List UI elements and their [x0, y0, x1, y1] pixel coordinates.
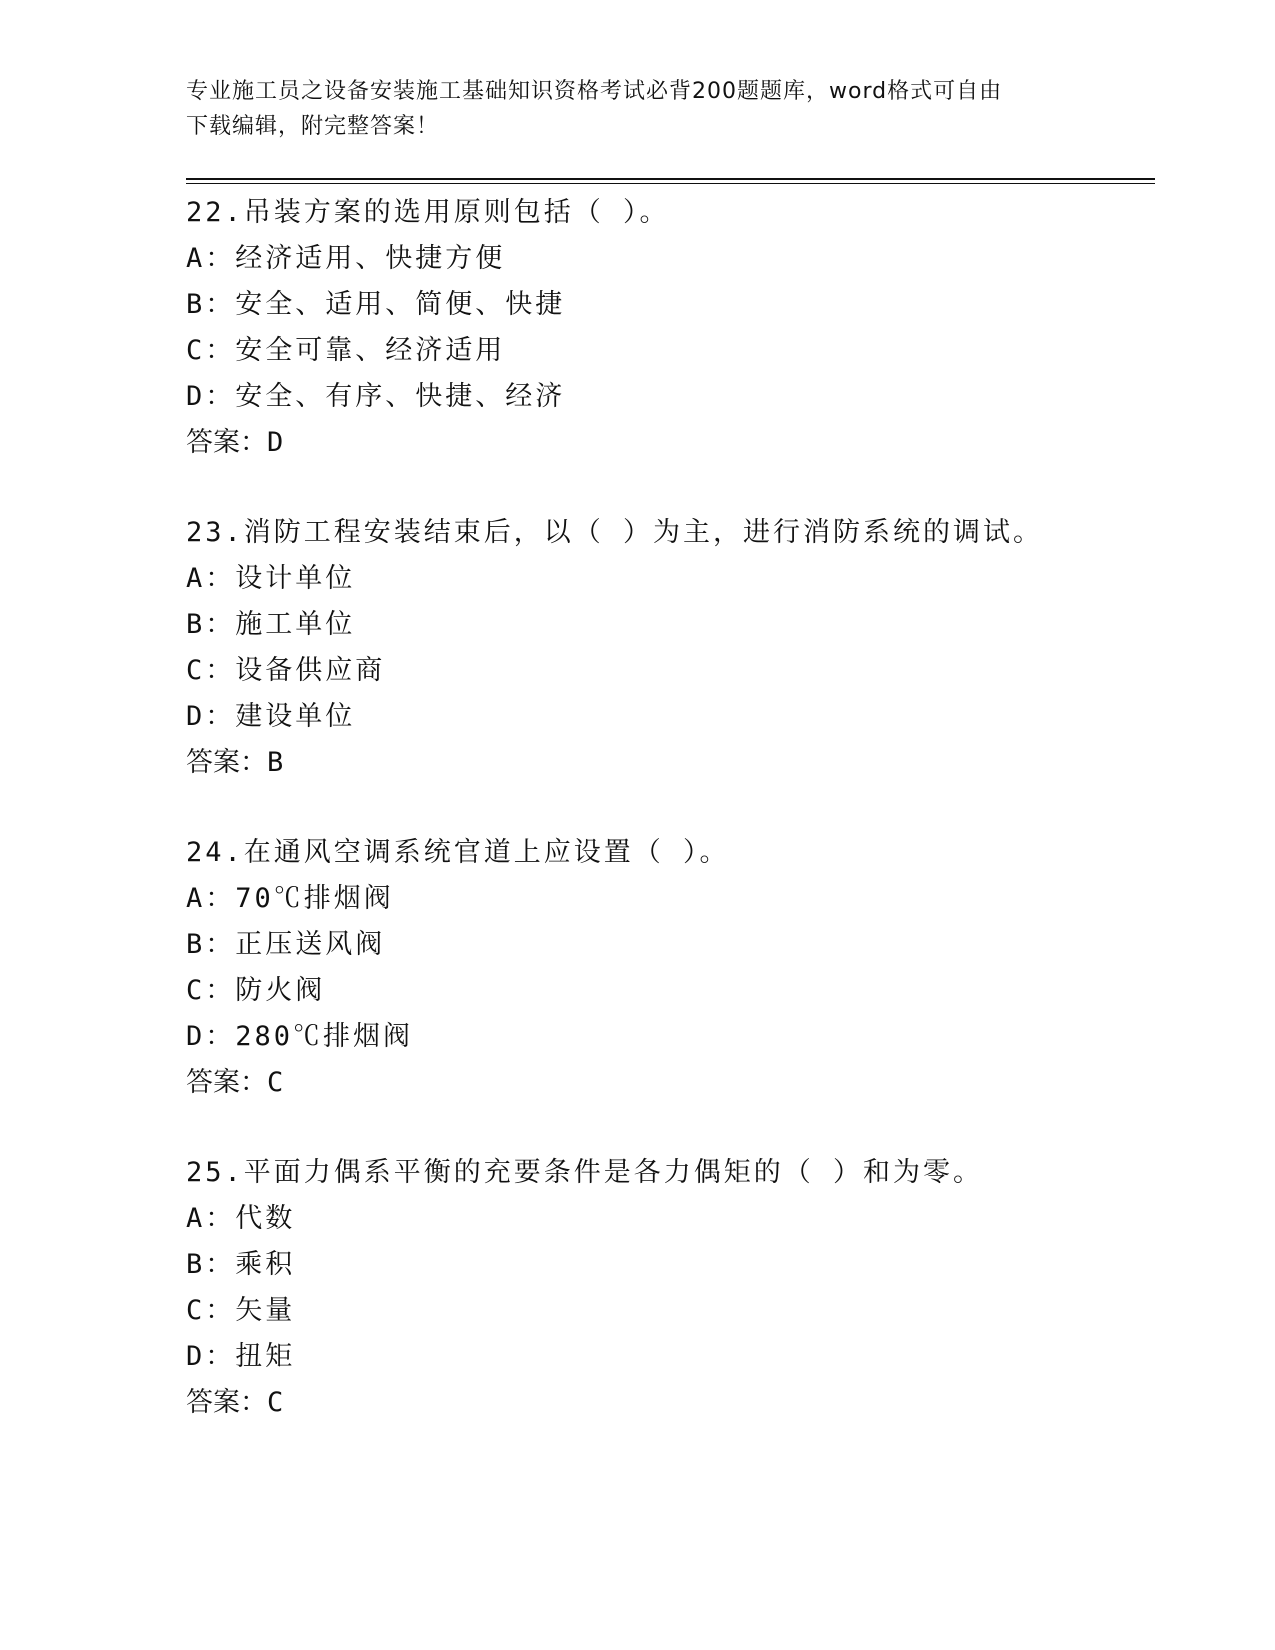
option-d: D：安全、有序、快捷、经济	[186, 381, 566, 412]
answer-value: B	[267, 747, 284, 778]
question-25	[186, 1150, 1155, 1470]
option-a: A：经济适用、快捷方便	[186, 243, 506, 274]
option-c: C：设备供应商	[186, 655, 386, 686]
answer-label: 答案：	[186, 1387, 267, 1418]
option-b: B：正压送风阀	[186, 929, 386, 960]
answer-line	[186, 1060, 1155, 1106]
answer-line	[186, 1380, 1155, 1426]
option-c: C：防火阀	[186, 975, 326, 1006]
option-b: B：乘积	[186, 1249, 296, 1280]
option-b: B：施工单位	[186, 609, 356, 640]
question-list	[186, 190, 1155, 1470]
answer-value: C	[267, 1387, 284, 1418]
option-d: D：建设单位	[186, 701, 356, 732]
option-d: D：280℃排烟阀	[186, 1021, 414, 1052]
option-b: B：安全、适用、简便、快捷	[186, 289, 566, 320]
question-stem: 22.吊装方案的选用原则包括（ ）。	[186, 197, 670, 228]
question-stem: 25.平面力偶系平衡的充要条件是各力偶矩的（ ）和为零。	[186, 1157, 984, 1188]
answer-value: D	[267, 427, 284, 458]
document-header	[186, 74, 1066, 144]
question-stem: 23.消防工程安装结束后，以（ ）为主，进行消防系统的调试。	[186, 517, 1044, 548]
answer-label: 答案：	[186, 427, 267, 458]
question-24	[186, 830, 1155, 1150]
answer-line	[186, 740, 1155, 786]
header-line-2: 下载编辑，附完整答案！	[186, 114, 440, 139]
answer-label: 答案：	[186, 1067, 267, 1098]
option-c: C：安全可靠、经济适用	[186, 335, 506, 366]
option-c: C：矢量	[186, 1295, 296, 1326]
header-divider-thin	[186, 183, 1155, 184]
option-a: A：设计单位	[186, 563, 356, 594]
header-divider-thick	[186, 178, 1155, 180]
answer-label: 答案：	[186, 747, 267, 778]
question-22	[186, 190, 1155, 510]
option-d: D：扭矩	[186, 1341, 296, 1372]
option-a: A：代数	[186, 1203, 296, 1234]
question-23	[186, 510, 1155, 830]
header-line-1: 专业施工员之设备安装施工基础知识资格考试必背200题题库，word格式可自由	[186, 79, 1003, 104]
answer-line	[186, 420, 1155, 466]
answer-value: C	[267, 1067, 284, 1098]
option-a: A：70℃排烟阀	[186, 883, 394, 914]
question-stem: 24.在通风空调系统官道上应设置（ ）。	[186, 837, 730, 868]
